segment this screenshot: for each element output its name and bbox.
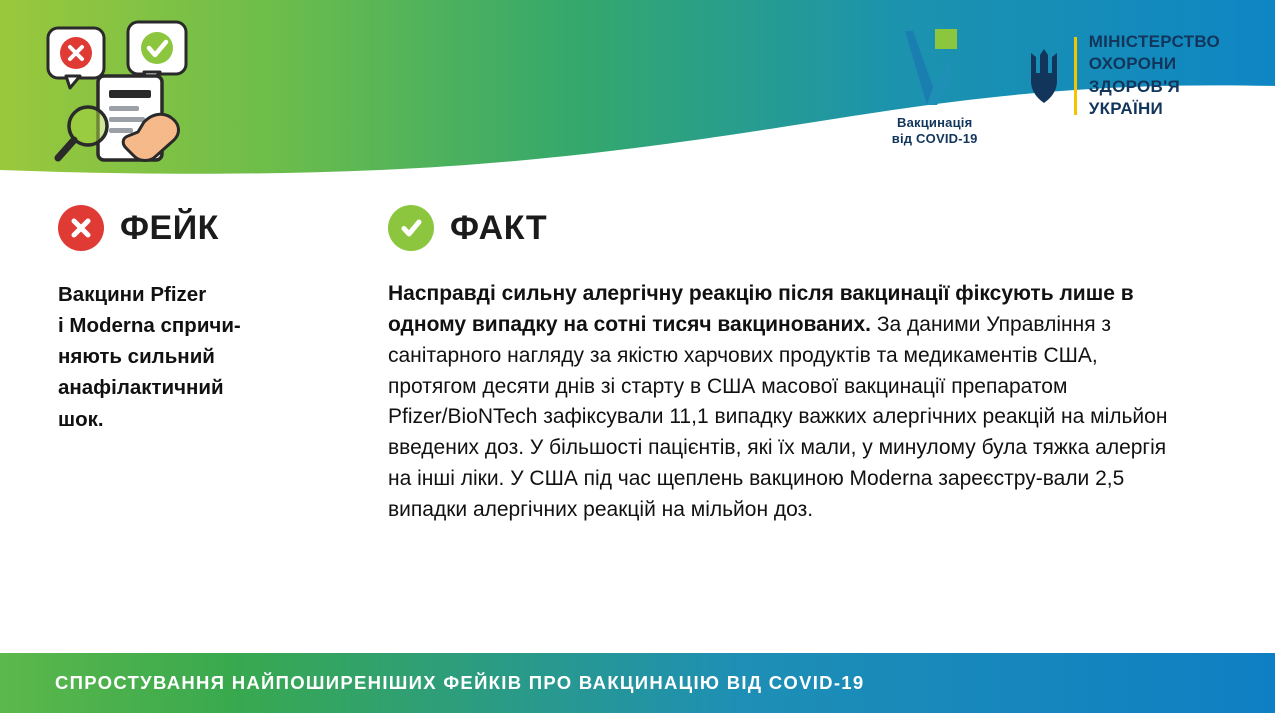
check-circle-icon — [388, 205, 434, 251]
header-banner — [0, 0, 1275, 180]
vaccination-caption-line1: Вакцинація — [897, 115, 973, 130]
ministry-line-3: ЗДОРОВ'Я — [1088, 76, 1180, 96]
cross-bubble-icon — [48, 28, 104, 88]
vaccination-caption-line2: від COVID-19 — [891, 130, 978, 146]
ministry-line-4: УКРАЇНИ — [1088, 99, 1164, 119]
fake-body-line-5: шок. — [58, 407, 104, 431]
ministry-logo-text — [1089, 31, 1220, 121]
fake-column — [58, 205, 388, 526]
footer-banner — [0, 638, 1275, 713]
fake-body — [58, 279, 388, 435]
v-checkmark-logo — [889, 25, 981, 109]
logo-block — [870, 25, 1220, 146]
survey-form-with-hand-and-magnifier-illustration — [40, 18, 220, 168]
fake-body-line-3: няють сильний — [58, 345, 215, 369]
content-area — [0, 205, 1275, 526]
fact-lead: Насправді сильну алергічну реакцію після вакцинації фіксують лише в одному випадку на сотні тисяч вакцинованих. — [388, 282, 1134, 336]
fact-column — [388, 205, 1217, 526]
fake-body-line-4: анафілактичний — [58, 376, 224, 400]
ministry-line-1: МІНІСТЕРСТВО — [1088, 32, 1220, 51]
ministry-line-2: ОХОРОНИ — [1088, 54, 1177, 74]
ukraine-trident-emblem — [1026, 47, 1062, 105]
vaccination-logo — [870, 25, 1000, 146]
cross-circle-icon — [58, 205, 104, 251]
fact-body — [388, 279, 1177, 526]
fake-body-line-2: і Moderna спричи- — [58, 314, 241, 338]
vaccination-logo-caption — [892, 115, 978, 146]
fact-heading — [388, 205, 1177, 251]
fake-title: ФЕЙК — [120, 208, 219, 247]
ministry-of-health-logo — [1026, 25, 1220, 121]
fake-heading — [58, 205, 388, 251]
logo-divider — [1074, 37, 1077, 115]
fact-title: ФАКТ — [450, 208, 548, 247]
fact-body-text: За даними Управління з санітарного нагляду за якістю харчових продуктів та медикаментів США, протягом десяти днів зі старту в США масової вакцинації препаратом Pfizer/BioNTech зафіксували 11,1 випадку важких алергічних реакцій на мільйон введених доз. У більшості пацієнтів, які їх мали, у минулому була тяжка алергія на інші ліки. У США під час щеплень вакциною Moderna зареєстру-вали 2,5 випадки алергічних реакцій на мільйон доз. — [388, 312, 1168, 522]
footer-caption: СПРОСТУВАННЯ НАЙПОШИРЕНІШИХ ФЕЙКІВ ПРО ВАКЦИНАЦІЮ ВІД COVID-19 — [55, 672, 865, 693]
fake-body-line-1: Вакцини Pfizer — [58, 283, 207, 306]
